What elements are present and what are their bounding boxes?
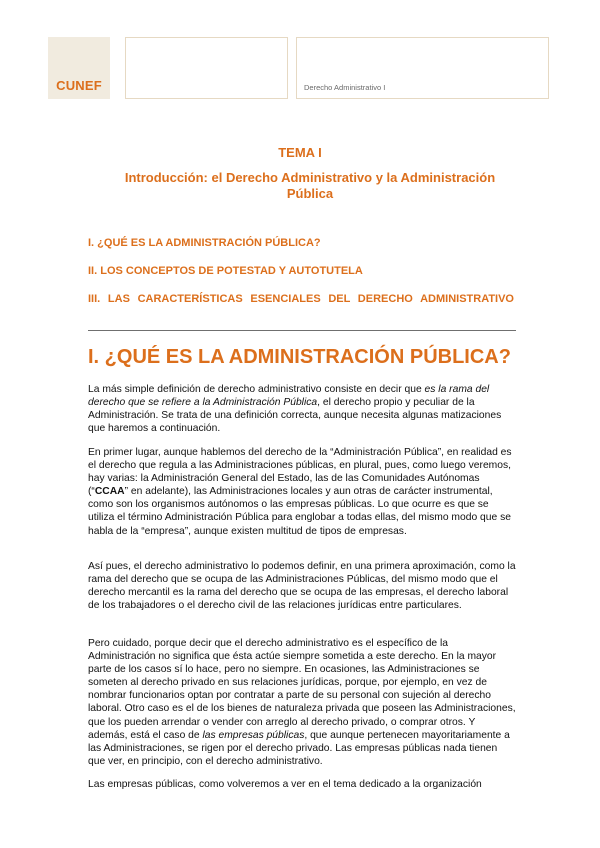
cunef-logo — [48, 37, 110, 99]
toc-item-2: II. LOS CONCEPTOS DE POTESTAD Y AUTOTUTELA — [88, 265, 363, 277]
paragraph-4: Pero cuidado, porque decir que el derecho administrativo es el específico de la Administración no significa que ésta actúe siempre sometida a este derecho. En la mayor parte de los casos sí lo hace, pero no siempre. En ocasiones, las Administraciones se someten al derecho privado en sus relaciones jurídicas, porque, por ejemplo, en vez de nombrar funcionarios optan por contratar a parte de su personal con sujeción al derecho laboral. Otro caso es el de los bienes de naturaleza privada que poseen las Administraciones, que los pueden arrendar o vender con arreglo al derecho privado, o comprar otros. Y además, está el caso de las empresas públicas, que aunque pertenecen mayoritariamente a las Administraciones, se rigen por el derecho privado. Las empresas públicas nada tienen que ver, en principio, con el derecho administrativo. — [88, 638, 516, 767]
logo-text: CUNEF — [56, 78, 102, 93]
paragraph-2: En primer lugar, aunque hablemos del derecho de la “Administración Pública”, en realidad es el derecho que regula a las Administraciones públicas, en plural, pues, como luego veremos, hay varias: la Administración General del Estado, las de las Comunidades Autónomas (“CCAA” en adelante), las Administraciones locales y aun otras de carácter instrumental, como son los organismos autónomos o las empresas públicas. Lo que ocurre es que se utiliza el término Administración Pública para englobar a todas ellas, del mismo modo que se habla de la “empresa”, aunque existen multitud de tipos de empresas. — [88, 447, 512, 537]
tema-title: TEMA I — [278, 145, 322, 160]
paragraph-1: La más simple definición de derecho administrativo consiste en decir que es la rama del derecho que se refiere a la Administración Pública, el derecho propio y peculiar de la Administración. Se trata de una definición correcta, aunque necesita algunas matizaciones que haremos a continuación. — [88, 384, 502, 435]
section-heading: I. ¿QUÉ ES LA ADMINISTRACIÓN PÚBLICA? — [88, 346, 511, 368]
toc-item-3: III. LAS CARACTERÍSTICAS ESENCIALES DEL DERECHO ADMINISTRATIVO — [88, 293, 514, 305]
header-blank-box — [125, 37, 288, 99]
paragraph-3: Así pues, el derecho administrativo lo podemos definir, en una primera aproximación, como la rama del derecho que se ocupa de las Administraciones Públicas, del mismo modo que el derecho mercantil es la rama del derecho que se ocupa de las empresas, el derecho laboral de los trabajadores o el derecho civil de las relaciones jurídicas entre particulares. — [88, 561, 516, 612]
paragraph-5: Las empresas públicas, como volveremos a ver en el tema dedicado a la organización — [88, 779, 482, 790]
course-name: Derecho Administrativo I — [304, 83, 386, 92]
toc-item-1: I. ¿QUÉ ES LA ADMINISTRACIÓN PÚBLICA? — [88, 237, 321, 249]
header-course-box — [296, 37, 549, 99]
section-divider — [88, 330, 516, 331]
document-subtitle: Introducción: el Derecho Administrativo y la Administración Pública — [124, 170, 496, 201]
